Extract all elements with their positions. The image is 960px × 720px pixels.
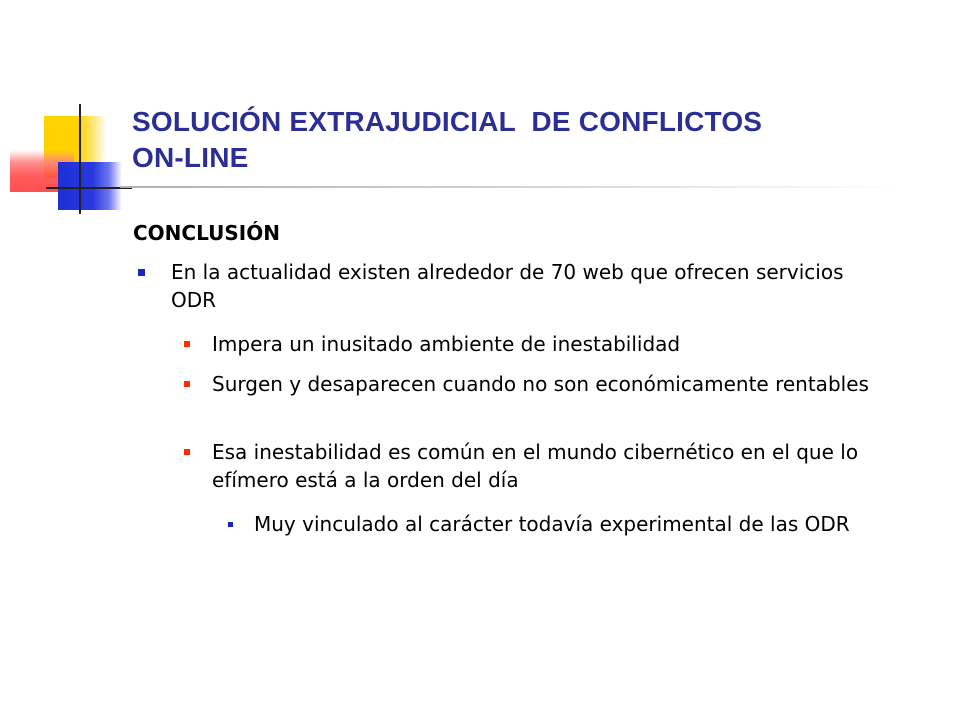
list-item-text: Impera un inusitado ambiente de inestabilidad xyxy=(212,332,681,356)
title-underline-rule xyxy=(120,186,900,188)
logo-vertical-line xyxy=(79,104,81,214)
list-item xyxy=(212,438,902,494)
list-item-text: Muy vinculado al carácter todavía experimental de las ODR xyxy=(254,512,850,536)
list-item-text: Esa inestabilidad es común en el mundo cibernético en el que lo efímero está a la orden del día xyxy=(212,440,859,492)
list-item xyxy=(212,330,902,358)
list-item xyxy=(254,510,904,538)
square-bullet-icon xyxy=(184,449,190,455)
square-bullet-icon xyxy=(184,341,190,347)
logo-blue-square xyxy=(58,162,122,210)
list-item-text: Surgen y desaparecen cuando no son económicamente rentables xyxy=(212,372,869,396)
list-item-text: En la actualidad existen alrededor de 70 web que ofrecen servicios ODR xyxy=(171,260,844,312)
list-item xyxy=(212,370,902,398)
list-item xyxy=(171,258,891,314)
slide-title-line2: ON-LINE xyxy=(132,142,249,173)
section-heading: CONCLUSIÓN xyxy=(133,221,280,245)
square-bullet-icon xyxy=(184,381,190,387)
slide-title xyxy=(132,104,912,176)
square-bullet-icon xyxy=(228,522,233,527)
square-bullet-icon xyxy=(138,269,145,276)
slide-title-line1: SOLUCIÓN EXTRAJUDICIAL DE CONFLICTOS xyxy=(132,106,763,137)
